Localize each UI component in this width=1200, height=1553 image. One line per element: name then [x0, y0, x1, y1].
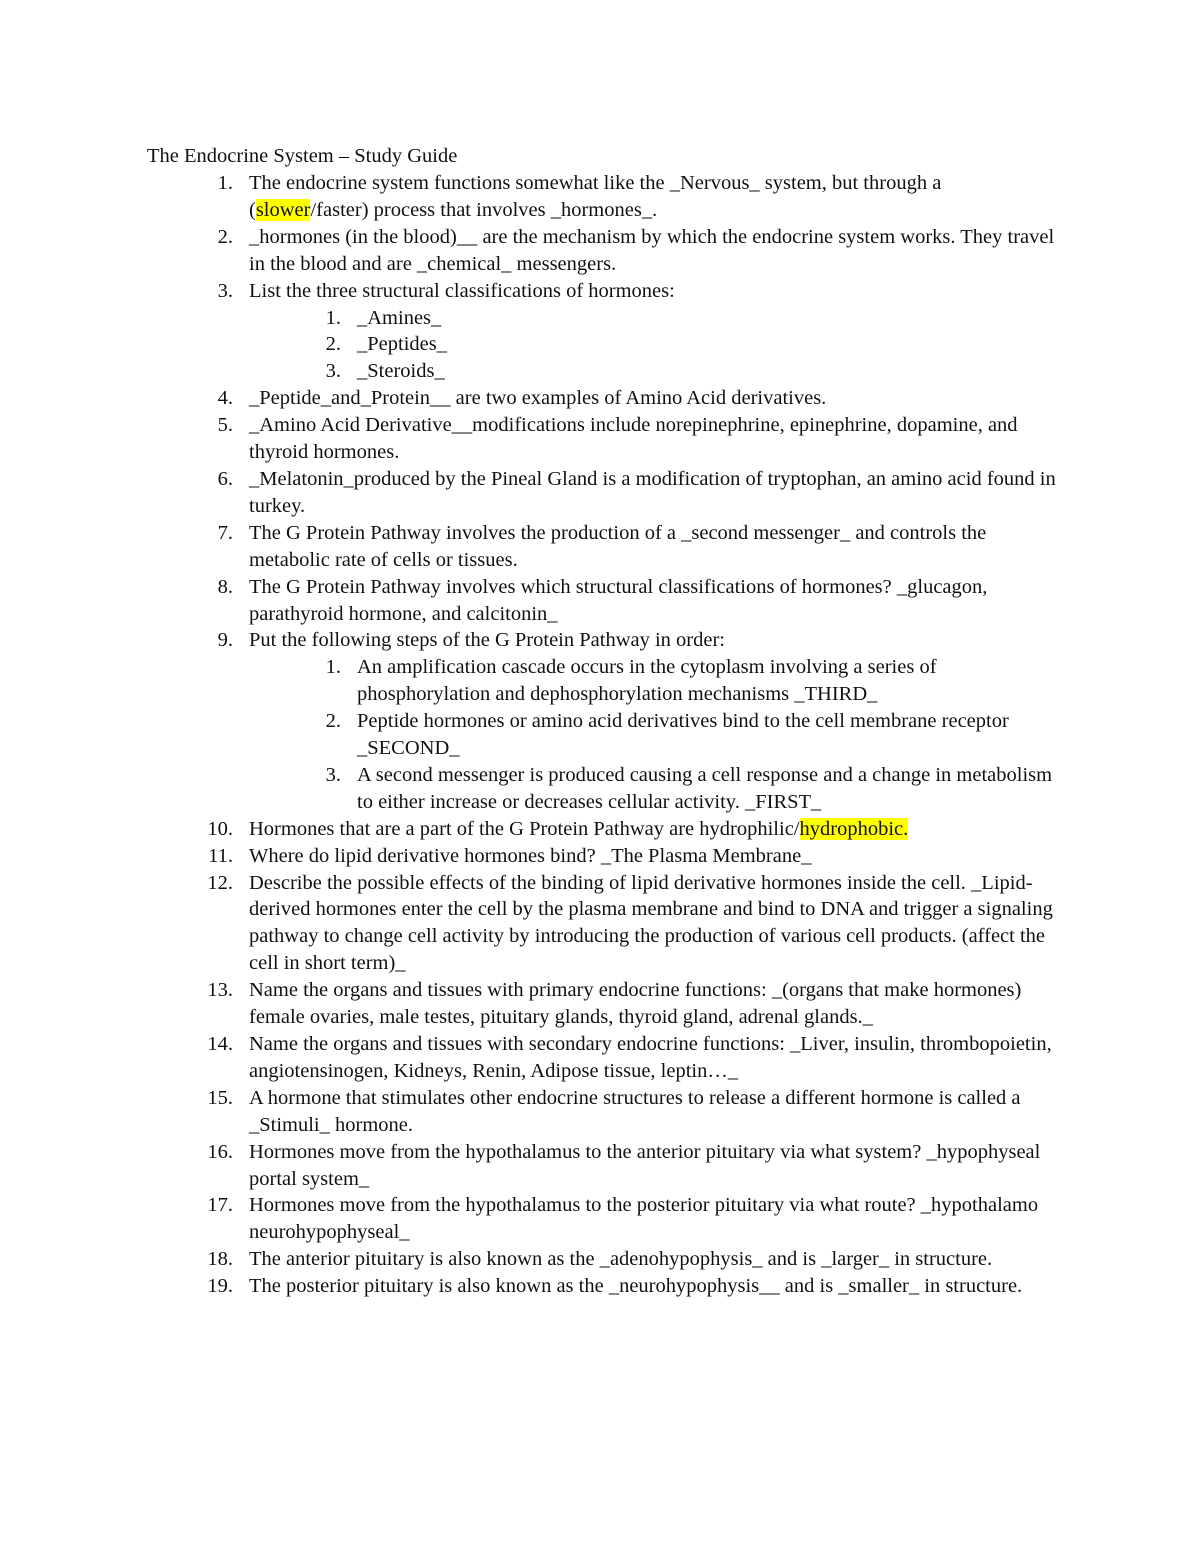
- item-text: _Peptide_and_Protein__ are two examples of Amino Acid derivatives.: [249, 387, 827, 410]
- sub-item-text: _Amines_: [357, 306, 442, 329]
- list-item: [147, 224, 1062, 278]
- item-number: 15.: [207, 1086, 233, 1109]
- sub-list-item: [147, 762, 1062, 816]
- sub-item-text: An amplification cascade occurs in the cytoplasm involving a series of phosphorylation and dephosphorylation mechanisms _THIRD_: [357, 656, 937, 706]
- item-number: 7.: [217, 521, 233, 544]
- list-item: [147, 1273, 1062, 1300]
- list-item: [147, 385, 1062, 412]
- list-item: [147, 520, 1062, 574]
- item-text: The G Protein Pathway involves the production of a _second messenger_ and controls the metabolic rate of cells or tissues.: [249, 521, 987, 571]
- item-text: A hormone that stimulates other endocrine structures to release a different hormone is called a _Stimuli_ hormone.: [249, 1086, 1021, 1136]
- item-text: The endocrine system functions somewhat like the _Nervous_ system, but through a (: [249, 172, 942, 221]
- item-text: Hormones move from the hypothalamus to the anterior pituitary via what system? _hypophyseal portal system_: [249, 1140, 1041, 1190]
- item-text: Name the organs and tissues with primary endocrine functions: _(organs that make hormones) female ovaries, male testes, pituitary glands, thyroid gland, adrenal glands._: [249, 979, 1022, 1029]
- sub-item-text: _Steroids_: [357, 360, 445, 383]
- item-text: Hormones move from the hypothalamus to the posterior pituitary via what route? _hypothalamo neurohypophyseal_: [249, 1194, 1039, 1244]
- sub-item-number: 1.: [325, 306, 341, 329]
- item-text: _Melatonin_produced by the Pineal Gland is a modification of tryptophan, an amino acid found in turkey.: [249, 467, 1056, 517]
- item-number: 10.: [207, 817, 233, 840]
- list-item: [147, 1085, 1062, 1139]
- list-item: [147, 412, 1062, 466]
- list-item: [147, 843, 1062, 870]
- item-number: 13.: [207, 979, 233, 1002]
- item-number: 2.: [217, 225, 233, 248]
- list-item: [147, 870, 1062, 978]
- highlighted-answer: hydrophobic.: [799, 817, 909, 840]
- list-item: [147, 627, 1062, 654]
- item-number: 19.: [207, 1275, 233, 1298]
- list-item: [147, 278, 1062, 305]
- item-text: Put the following steps of the G Protein Pathway in order:: [249, 629, 725, 652]
- list-item: [147, 1192, 1062, 1246]
- item-number: 18.: [207, 1248, 233, 1271]
- sub-list-item: [147, 331, 1062, 358]
- item-text: The posterior pituitary is also known as the _neurohypophysis__ and is _smaller_ in structure.: [249, 1275, 1023, 1298]
- sub-item-number: 2.: [325, 710, 341, 733]
- question-list: [147, 170, 1062, 1300]
- item-text: _hormones (in the blood)__ are the mechanism by which the endocrine system works. They travel in the blood and are _chemical_ messengers.: [249, 225, 1055, 275]
- item-text: Hormones that are a part of the G Protein Pathway are hydrophilic/: [249, 817, 800, 840]
- sub-list-item: [147, 654, 1062, 708]
- sub-item-text: A second messenger is produced causing a cell response and a change in metabolism to either increase or decreases cellular activity. _FIRST_: [357, 763, 1053, 813]
- item-text-continued: /faster) process that involves _hormones_.: [310, 198, 658, 221]
- list-item: [147, 816, 1062, 843]
- item-text: Name the organs and tissues with secondary endocrine functions: _Liver, insulin, thrombopoietin, angiotensinogen, Kidneys, Renin, Adipose tissue, leptin…_: [249, 1033, 1052, 1082]
- item-number: 6.: [217, 467, 233, 490]
- item-text: List the three structural classifications of hormones:: [249, 279, 675, 302]
- sub-item-number: 3.: [325, 360, 341, 383]
- item-number: 14.: [207, 1033, 233, 1055]
- sub-list-item: [147, 358, 1062, 385]
- list-item: [147, 170, 1062, 224]
- item-number: 12.: [207, 871, 233, 894]
- item-text: Where do lipid derivative hormones bind? _The Plasma Membrane_: [249, 844, 812, 867]
- page-title: The Endocrine System – Study Guide: [147, 145, 458, 167]
- item-text: The G Protein Pathway involves which structural classifications of hormones? _glucagon, parathyroid hormone, and calcitonin_: [249, 575, 988, 625]
- item-text: The anterior pituitary is also known as the _adenohypophysis_ and is _larger_ in structure.: [249, 1248, 993, 1271]
- item-number: 16.: [207, 1140, 233, 1163]
- highlighted-answer: slower: [255, 198, 311, 221]
- item-number: 1.: [217, 172, 233, 194]
- item-number: 5.: [217, 414, 233, 437]
- item-number: 9.: [217, 629, 233, 652]
- item-number: 11.: [208, 844, 233, 867]
- item-text: _Amino Acid Derivative__modifications include norepinephrine, epinephrine, dopamine, and thyroid hormones.: [249, 414, 1018, 464]
- sub-list-item: [147, 708, 1062, 762]
- sub-list-item: [147, 305, 1062, 332]
- list-item: [147, 1031, 1062, 1085]
- sub-item-number: 2.: [325, 333, 341, 356]
- item-number: 8.: [217, 575, 233, 598]
- list-item: [147, 1246, 1062, 1273]
- sub-item-number: 3.: [325, 763, 341, 786]
- sub-item-text: Peptide hormones or amino acid derivatives bind to the cell membrane receptor _SECOND_: [357, 710, 1009, 760]
- sub-item-number: 1.: [325, 656, 341, 679]
- item-text: Describe the possible effects of the binding of lipid derivative hormones inside the cell. _Lipid-derived hormones enter the cell by the plasma membrane and bind to DNA and trigger a signaling pathway to change cell activity by introducing the production of various cell products. (affect the cell in short term)_: [249, 871, 1053, 975]
- item-number: 4.: [217, 387, 233, 410]
- item-number: 3.: [217, 279, 233, 302]
- list-item: [147, 466, 1062, 520]
- list-item: [147, 1139, 1062, 1193]
- item-number: 17.: [207, 1194, 233, 1217]
- list-item: [147, 574, 1062, 628]
- list-item: [147, 977, 1062, 1031]
- sub-item-text: _Peptides_: [357, 333, 447, 356]
